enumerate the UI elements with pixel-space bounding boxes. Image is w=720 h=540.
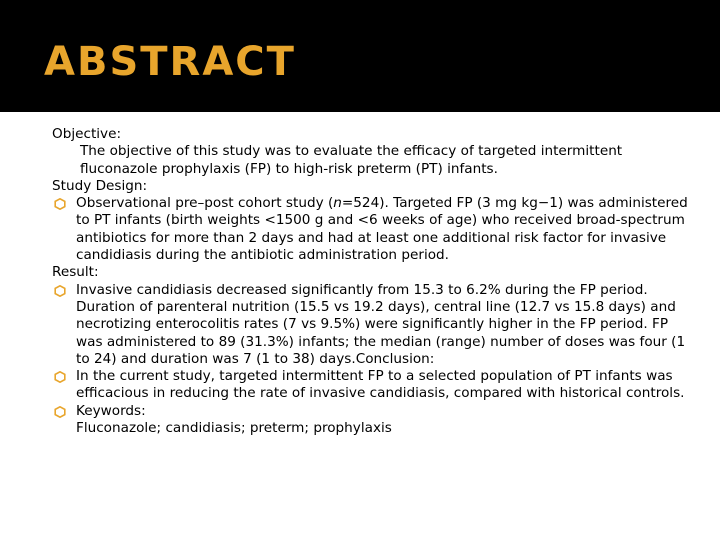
hollow-hexagon-bullet-icon: [54, 406, 66, 418]
design-bullet: [52, 195, 688, 264]
keywords-text: Fluconazole; candidiasis; preterm; prophylaxis: [76, 420, 392, 437]
hollow-hexagon-bullet-icon: [54, 371, 66, 383]
abstract-body: [52, 126, 688, 437]
objective-label: Objective:: [52, 126, 122, 142]
title-bar: [0, 0, 720, 112]
conclusion-text: In the current study, targeted intermittent FP to a selected population of PT infants was efficacious in reducing the rate of invasive candidiasis, compared with historical controls.: [76, 368, 685, 402]
conclusion-bullet: [52, 368, 688, 403]
conclusion-label: Conclusion:: [355, 350, 435, 367]
design-text-post: =524). Targeted FP (3 mg kg−1) was administered to PT infants (birth weights <1500 g and <6 weeks of age) who received broad-spectrum antibiotics for more than 2 days and had at least one additional risk factor for invasive candidiasis during the antibiotic administration period.: [76, 195, 688, 264]
hollow-hexagon-bullet-icon: [54, 285, 66, 297]
keywords-bullet: [52, 403, 688, 438]
design-text-pre: Observational pre–post cohort study (: [76, 195, 334, 212]
title-divider: [0, 112, 720, 116]
keywords-label: Keywords:: [76, 402, 146, 419]
objective-text: The objective of this study was to evaluate the efficacy of targeted intermittent fluconazole prophylaxis (FP) to high-risk preterm (PT) infants.: [80, 143, 623, 177]
result-label: Result:: [52, 264, 99, 281]
hollow-hexagon-bullet-icon: [54, 198, 66, 210]
design-label: Study Design:: [52, 177, 148, 194]
result-bullet: [52, 282, 688, 368]
result-text: Invasive candidiasis decreased significantly from 15.3 to 6.2% during the FP period. Duration of parenteral nutrition (15.5 vs 19.2 days), central line (12.7 vs 15.8 days) and necrotizing enterocolitis rates (7 vs 9.5%) were significantly higher in the FP period. FP was administered to 89 (31.3%) infants; the median (range) number of doses was four (1 to 24) and duration was 7 (1 to 38) days.: [76, 281, 686, 367]
slide-title: ABSTRACT: [44, 39, 296, 85]
design-n: n: [333, 195, 342, 212]
